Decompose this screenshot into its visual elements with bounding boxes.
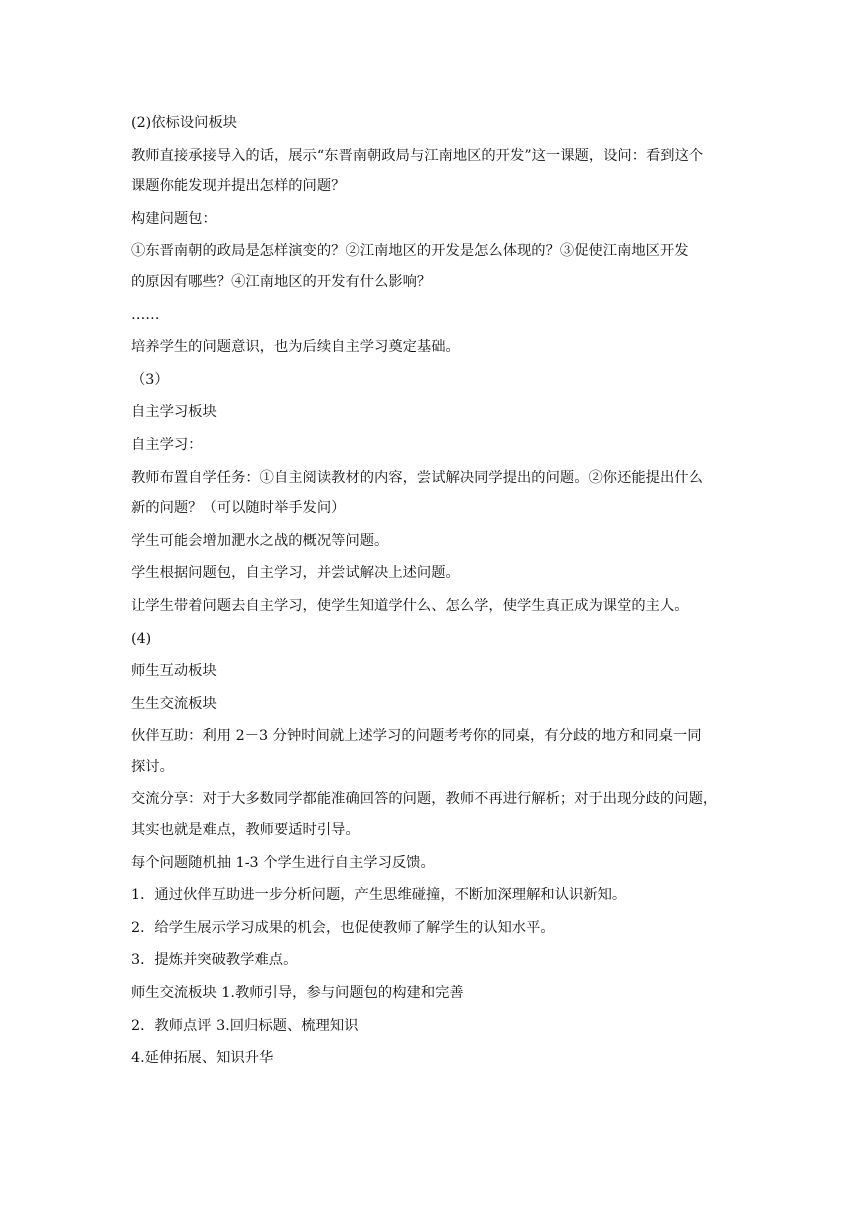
paragraph-line: 伙伴互助：利用 2－3 分钟时间就上述学习的问题考考你的同桌，有分歧的地方和同桌一同 bbox=[131, 728, 702, 745]
list-item: 4.延伸拓展、知识升华 bbox=[131, 1050, 274, 1067]
paragraph-line: 学生可能会增加淝水之战的概况等问题。 bbox=[131, 532, 389, 549]
paragraph-line: 新的问题？（可以随时举手发问） bbox=[131, 500, 346, 517]
paragraph-line: ①东晋南朝的政局是怎样演变的？②江南地区的开发是怎么体现的？③促使江南地区开发 bbox=[131, 243, 689, 260]
list-item: 2．教师点评 3.回归标题、梳理知识 bbox=[131, 1017, 359, 1034]
paragraph-line: 自主学习板块 bbox=[131, 404, 217, 421]
paragraph-line: 其实也就是难点，教师要适时引导。 bbox=[131, 822, 360, 839]
paragraph-line: 构建问题包： bbox=[131, 210, 217, 227]
paragraph-line: 的原因有哪些？④江南地区的开发有什么影响？ bbox=[131, 273, 432, 290]
paragraph-line: 师生互动板块 bbox=[131, 663, 217, 680]
paragraph-line: 自主学习： bbox=[131, 436, 203, 453]
section-heading-2: (2)依标设问板块 bbox=[131, 115, 238, 131]
paragraph-line: 教师直接承接导入的话，展示“东晋南朝政局与江南地区的开发”这一课题，设问：看到这个 bbox=[131, 147, 704, 164]
list-item: 3．提炼并突破教学难点。 bbox=[131, 952, 298, 969]
paragraph-line: 课题你能发现并提出怎样的问题？ bbox=[131, 178, 346, 195]
paragraph-line: 让学生带着问题去自主学习，使学生知道学什么、怎么学，使学生真正成为课堂的主人。 bbox=[131, 597, 689, 614]
section-heading-3: （3） bbox=[131, 371, 169, 388]
section-heading-4: (4) bbox=[131, 630, 152, 647]
document-body bbox=[131, 113, 736, 1081]
paragraph-line: 探讨。 bbox=[131, 758, 174, 775]
paragraph-line: 交流分享：对于大多数同学都能准确回答的问题，教师不再进行解析；对于出现分歧的问题， bbox=[131, 791, 718, 808]
list-item: 2．给学生展示学习成果的机会，也促使教师了解学生的认知水平。 bbox=[131, 919, 555, 936]
list-item: 1．通过伙伴互助进一步分析问题，产生思维碰撞，不断加深理解和认识新知。 bbox=[131, 887, 627, 904]
paragraph-line: 每个问题随机抽 1-3 个学生进行自主学习反馈。 bbox=[131, 854, 435, 871]
paragraph-line: 生生交流板块 bbox=[131, 695, 217, 712]
paragraph-line: 教师布置自学任务：①自主阅读教材的内容，尝试解决同学提出的问题。②你还能提出什么 bbox=[131, 469, 703, 486]
paragraph-line: 学生根据问题包，自主学习，并尝试解决上述问题。 bbox=[131, 565, 460, 582]
ellipsis-line: …… bbox=[131, 306, 160, 323]
paragraph-line: 培养学生的问题意识，也为后续自主学习奠定基础。 bbox=[131, 339, 460, 356]
paragraph-line: 师生交流板块 1.教师引导，参与问题包的构建和完善 bbox=[131, 985, 464, 1002]
